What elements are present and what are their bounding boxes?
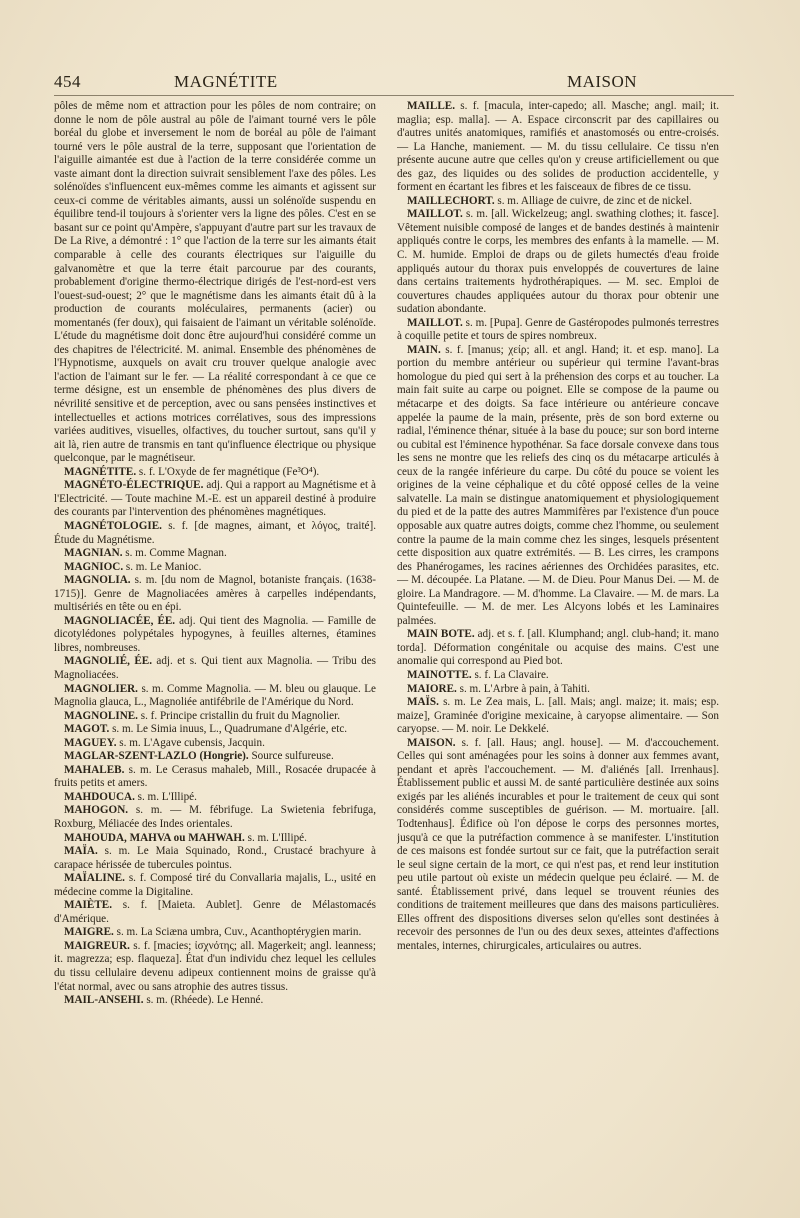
entry-magot: MAGOT. s. m. Le Simia inuus, L., Quadrumane d'Algérie, etc. — [64, 723, 348, 736]
entry-maillechort: MAILLECHORT. s. m. Alliage de cuivre, de zinc et de nickel. — [407, 194, 692, 207]
entry-maialine: MAÏALINE. s. f. Composé tiré du Convallaria majalis, L., usité en médecine comme la Digitaline. — [54, 872, 376, 898]
headword: MAHOUDA, MAHVA ou MAHWAH. — [64, 831, 245, 844]
entry-mahaleb: MAHALEB. s. m. Le Cerasus mahaleb, Mill., Rosacée drupacée à fruits petits et amers. — [54, 763, 376, 790]
headword: MAGLAR-SZENT-LAZLO (Hongrie). — [64, 750, 249, 763]
entry-maiore: MAIORE. s. m. L'Arbre à pain, à Tahiti. — [407, 682, 590, 695]
entry-magnolie: MAGNOLIÉ, ÉE. adj. et s. Qui tient aux Magnolia. — Tribu des Magnoliacées. — [54, 655, 376, 681]
entry-maigre: MAIGRE. s. m. La Sciæna umbra, Cuv., Acanthoptérygien marin. — [64, 926, 362, 939]
page-number: 454 — [54, 72, 81, 91]
entry-mahdouca: MAHDOUCA. s. m. L'Illipé. — [64, 790, 197, 803]
headword: MAIN BOTE. — [407, 628, 475, 641]
headword: MAGNOLIACÉE, ÉE. — [64, 614, 176, 627]
entry-magnoliacee: MAGNOLIACÉE, ÉE. adj. Qui tient des Magnolia. — Famille de dicotylédones polypétales hypogynes, à feuilles alternes, étamines libres, nombreuses. — [54, 614, 376, 654]
entry-maguey: MAGUEY. s. m. L'Agave cubensis, Jacquin. — [64, 736, 265, 749]
headword: MAIÈTE. — [64, 899, 112, 912]
entry-magnian: MAGNIAN. s. m. Comme Magnan. — [64, 547, 227, 560]
headword: MAGNÉTITE. — [64, 465, 137, 478]
right-column — [397, 100, 719, 1180]
headword: MAÏALINE. — [64, 872, 125, 885]
entry-maison: MAISON. s. f. [all. Haus; angl. house]. — M. d'accouchement. Celles qui sont aménagées pour les soins à donner aux femmes avant, pendant et après l'accouchement. — M. d'aliénés [all. Irrenhaus]. Établissement public et aussi M. de santé particulière destinée aux soins exigés par les aliénés incurables et pour le traitement de ceux qui sont considérés comme susceptibles de guérison. — M. mortuaire. [all. Todtenhaus]. Édifice où l'on dépose le corps des personnes mortes, jusqu'à ce que la putréfaction commence à se manifester. L'institution de ces maisons est fondée surtout sur ce fait, que la putréfaction serait le seul signe certain de la mort, ce qui n'est pas, et rend leur institution peu utile partout où existe un médecin quelque peu éclairé. — M. de santé. Établissement privé, dans lequel se trouvent réunies des conditions de traitement meilleures que dans des maisons particulières. Elles offrent des dispositions diverses selon qu'elles sont destinées à recevoir des personnes de l'un ou des deux sexes, atteintes d'affections mentales, internes, chirurgicales, articulaires ou autres. — [397, 736, 719, 952]
headword: MAILLECHORT. — [407, 194, 495, 207]
running-head-right: MAISON — [567, 72, 638, 91]
headword: MAILLE. — [407, 100, 455, 112]
entry-magnetite: MAGNÉTITE. s. f. L'Oxyde de fer magnétique (Fe³O⁴). — [64, 465, 320, 478]
headword: MAGNIOC. — [64, 560, 124, 573]
entry-maigreur: MAIGREUR. s. f. [macies; ἰσχνότης; all. Magerkeit; angl. leanness; it. magrezza; esp. flaqueza]. État d'un individu chez lequel les cellules du tissu cellulaire devenu adipeux contiennent moins de graisse qu'à l'état normal, avec ou sans atrophie des autres tissus. — [54, 939, 376, 993]
headword: MAILLOT. — [407, 208, 463, 221]
headword: MAISON. — [407, 736, 456, 749]
entry-magnetologie: MAGNÉTOLOGIE. s. f. [de magnes, aimant, et λόγος, traité]. Étude du Magnétisme. — [54, 519, 376, 546]
headword: MAGUEY. — [64, 736, 117, 749]
headword: MAHALEB. — [64, 763, 125, 776]
headword: MAHDOUCA. — [64, 790, 135, 803]
headword: MAGNOLIA. — [64, 574, 131, 587]
entry-magneto-electrique: MAGNÉTO-ÉLECTRIQUE. adj. Qui a rapport au Magnétisme et à l'Electricité. — Toute machine M.-E. est un appareil destiné à produire des courants par l'intervention des phénomènes magnétiques. — [54, 479, 376, 519]
entry-mahogon: MAHOGON. s. m. — M. fébrifuge. La Swietenia febrifuga, Roxburg, Méliacée des Indes orientales. — [54, 804, 376, 830]
entry-magnolier: MAGNOLIER. s. m. Comme Magnolia. — M. bleu ou glauque. Le Magnolia glauca, L., Magnoliée antifébrile de l'Amérique du Nord. — [54, 682, 376, 709]
headword: MAIGRE. — [64, 926, 114, 939]
headword: MAINOTTE. — [407, 668, 472, 681]
entry-maillot-pupa: MAILLOT. s. m. [Pupa]. Genre de Gastéropodes pulmonés terrestres à coquille petite et tours de spires nombreux. — [397, 316, 719, 343]
left-column — [54, 100, 376, 1180]
headword: MAGOT. — [64, 723, 110, 736]
entry-maillot: MAILLOT. s. m. [all. Wickelzeug; angl. swathing clothes; it. fasce]. Vêtement nuisible composé de langes et de bandes destinés à maintenir appliqués contre le corps, les membres des enfants à la mamelle. — M. C. M. humide. Emploi de draps ou de gilets humectés d'eau froide appliqués autour du thorax puis enveloppés de couvertures de laine dans certains traitements hydrothérapiques. — M. sec. Emploi de couvertures chaudes appliquées autour du thorax pour obtenir une sudation abondante. — [397, 208, 719, 316]
entry-main: MAIN. s. f. [manus; χείρ; all. et angl. Hand; it. et esp. mano]. La portion du membre antérieur ou supérieur qui termine l'avant-bras homologue du pied qui sert à la préhension des corps et au toucher. La main fait suite au carpe ou poignet. Elle se compose de la paume ou métacarpe et des doigts. Sa face intérieure ou antérieure concave appelée la paume de la main, présente, près de son bord externe ou radial, l'éminence thénar, située à la base du pouce; sur son bord interne ou cubital est l'éminence hypothénar. Sa face dorsale convexe dans tous les sens ne montre que les reliefs des cinq os du métacarpe articulés à ceux de la rangée inférieure du carpe. Du côté du pouce se voient les origines de la veine céphalique et du côté opposé celles de la veine salvatelle. La main se distingue anatomiquement et physiologiquement du pied et de la patte des autres Mammifères par l'existence d'un pouce opposable aux quatre autres doigts, comme chez l'homme, ou seulement contre la paume de la main comme chez les singes, lesquels présentent cette disposition aux quatre extrémités. — B. Les cirres, les crampons des Phanérogames, les racines aériennes des Orchidées parasites, etc. — M. découpée. La Platane. — M. de Dieu. Pour Manus Dei. — M. de gloire. La Mandragore. — M. d'homme. La Clavaire. — M. de mars. La Quintefeuille. — M. de mer. Les Alcyons lobés et les Laminaires palmées. — [397, 343, 719, 627]
headword: MAGNÉTOLOGIE. — [64, 519, 162, 532]
entry-mail-ansehi: MAIL-ANSEHI. s. m. (Rhéede). Le Henné. — [64, 994, 264, 1007]
headword: MAIL-ANSEHI. — [64, 994, 144, 1007]
entry-magnioc: MAGNIOC. s. m. Le Manioc. — [64, 560, 202, 573]
headword: MAHOGON. — [64, 804, 129, 817]
entry-magnolia: MAGNOLIA. s. m. [du nom de Magnol, botaniste français. (1638-1715)]. Genre de Magnoliacées amères à carpelles indépendants, multisériés en tête ou en épi. — [54, 574, 376, 614]
headword: MAGNIAN. — [64, 547, 123, 560]
entry-magnoline: MAGNOLINE. s. f. Principe cristallin du fruit du Magnolier. — [64, 709, 341, 722]
entry-main-bote: MAIN BOTE. adj. et s. f. [all. Klumphand; angl. club-hand; it. mano torda]. Déformation congénitale ou acquise des mains. C'est une anomalie qui correspond au Pied bot. — [397, 628, 719, 668]
entry-continuation: pôles de même nom et attraction pour les pôles de nom contraire; on donne le nom de pôle austral au pôle de l'aimant tourné vers le pôle boréal du globe et inversement le nom de boréal au pôle de l'aimant tourné vers le pôle austral de la terre, supposant que l'orientation de l'aiguille aimantée est due à l'action de la terre considérée comme un vaste aimant dont la direction suivrait sensiblement l'axe des pôles. Les solénoïdes s'influencent eux-mêmes comme les aimants et agissent sur ceux-ci comme de véritables aimants, aussi un solénoïde suspendu en équilibre tend-il toujours à s'orienter vers la ligne des pôles. C'est en se basant sur ce point qu'Ampère, s'appuyant d'autre part sur les travaux de De La Rive, a démontré : 1° que l'action de la terre sur les aimants était comparable à celle des courants électriques sur l'aiguille du galvanomètre et que la terre était parcourue par des courants, probablement d'origine thermo-électrique dirigés de l'est-nord-est vers l'ouest-sud-ouest; 2° que le magnétisme dans les aimants était dû à la production de courants moléculaires, permanents (acier) ou momentanés (fer doux), qui faisaient de l'aimant un véritable solénoïde. L'étude du magnétisme doit donc être aujourd'hui considéré comme un des chapitres de l'électricité. M. animal. Ensemble des phénomènes de l'Hypnotisme, auxquels on avait cru trouver quelque analogie avec l'action de l'aimant sur le fer. — La réalité correspondant à ce que ce terme désigne, est un ensemble de phénomènes des plus divers de névrilité sensitive et de perception, avec ou sans pensées instinctives et intellectuelles et actions motrices corrélatives, sous des impressions variées auditives, visuelles, olfactives, du toucher surtout, sans qu'il y ait là, rien autre de transmis en tant qu'influence électrique ou physique quelconque, par le magnétiseur. — [54, 100, 376, 465]
headword: MAÏA. — [64, 845, 98, 858]
headword: MAGNOLINE. — [64, 709, 138, 722]
headword: MAILLOT. — [407, 316, 463, 329]
entry-maia: MAÏA. s. m. Le Maia Squinado, Rond., Crustacé brachyure à carapace hérissée de tubercules pointus. — [54, 845, 376, 871]
entry-maglar-szent-lazlo: MAGLAR-SZENT-LAZLO (Hongrie). Source sulfureuse. — [64, 750, 334, 763]
entry-maille: MAILLE. s. f. [macula, inter-capedo; all. Masche; angl. mail; it. maglia; esp. malla]. — A. Espace circonscrit par des capillaires ou d'autres unités anatomiques, ramifiés et anastomosés ou entre-croisés. — La Hanche, maniement. — M. du tissu cellulaire. Ce tissu n'en présente aucune autre que celles qu'on y creuse artificiellement ou que des gaz, des liquides ou des solides de production accidentelle, y forment en écartant les fibres et les faisceaux de fibres de ce tissu. — [397, 100, 719, 194]
headword: MAIN. — [407, 343, 441, 356]
headword: MAGNOLIER. — [64, 682, 138, 695]
headword: MAIGREUR. — [64, 939, 130, 952]
entry-maiete: MAIÈTE. s. f. [Maieta. Aublet]. Genre de Mélastomacés d'Amérique. — [54, 899, 376, 925]
entry-mais: MAÏS. s. m. Le Zea mais, L. [all. Mais; angl. maize; it. mais; esp. maize], Graminée d'origine mexicaine, à caryopse alimentaire. — Son caryopse. — M. noir. Le Dekkelé. — [397, 696, 719, 736]
header-rule — [54, 95, 734, 96]
entry-mainotte: MAINOTTE. s. f. La Clavaire. — [407, 668, 549, 681]
headword: MAGNÉTO-ÉLECTRIQUE. — [64, 479, 204, 492]
running-head-left: MAGNÉTITE — [174, 72, 278, 91]
entry-mahouda: MAHOUDA, MAHVA ou MAHWAH. s. m. L'Illipé. — [64, 831, 307, 844]
headword: MAIORE. — [407, 682, 457, 695]
headword: MAGNOLIÉ, ÉE. — [64, 655, 152, 668]
headword: MAÏS. — [407, 696, 439, 709]
